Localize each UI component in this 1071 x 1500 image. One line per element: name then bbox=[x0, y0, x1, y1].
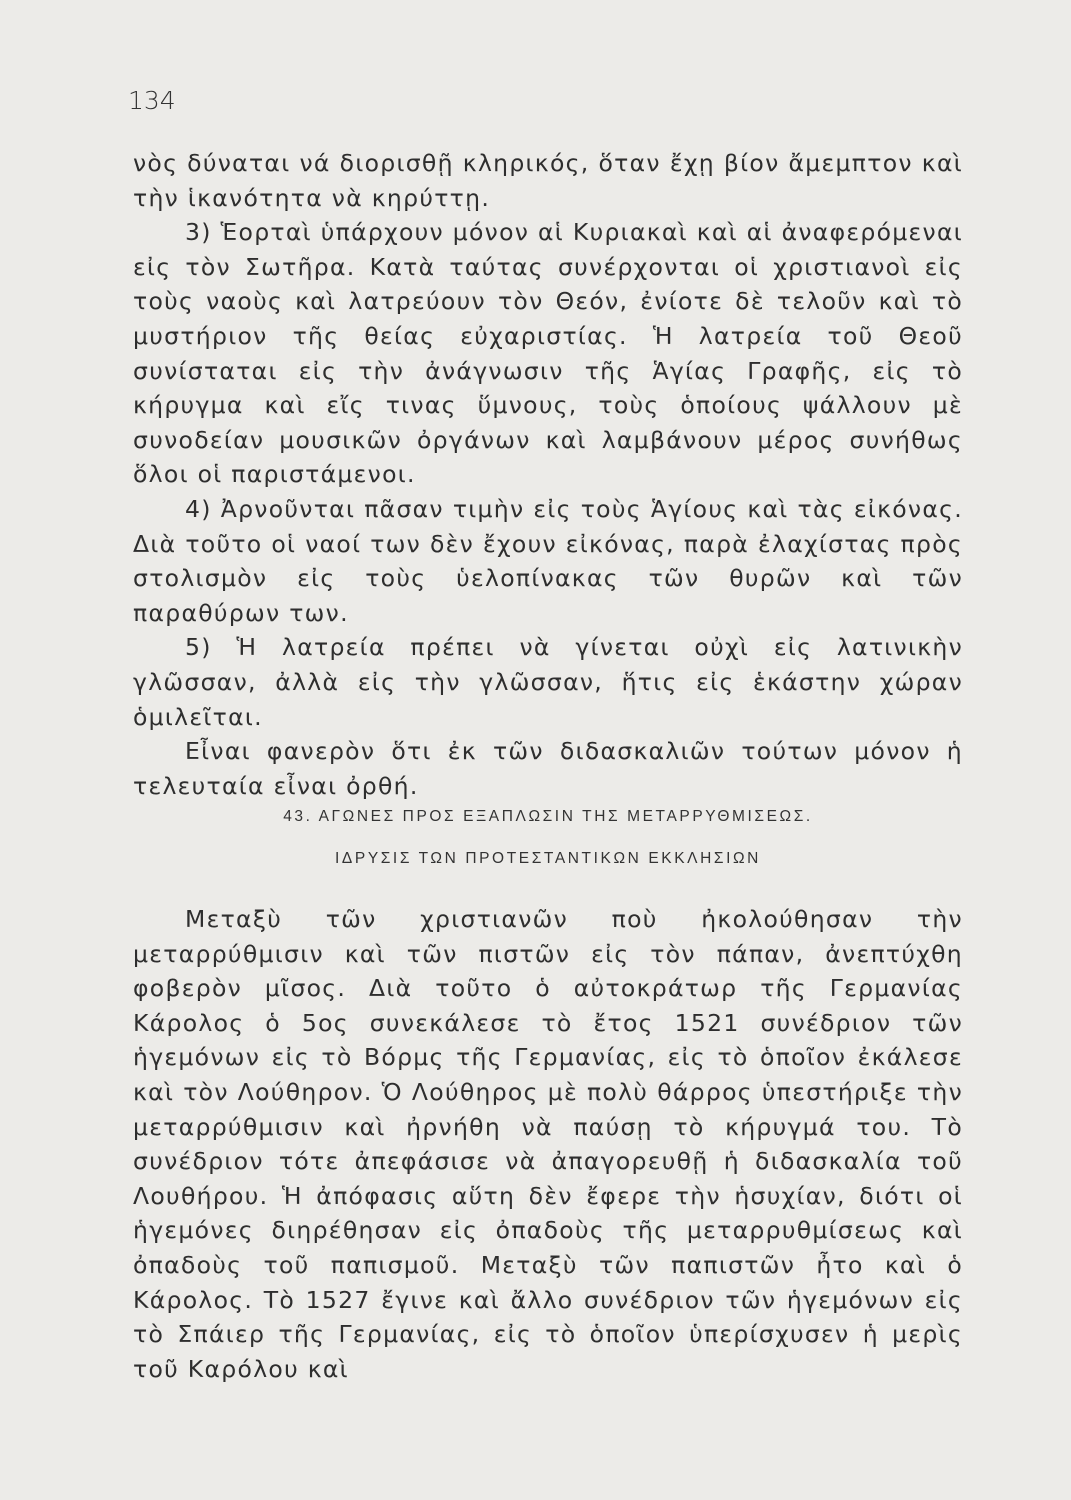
paragraph-item-5: 5) Ἡ λατρεία πρέπει νὰ γίνεται οὐχὶ εἰς λατινικὴν γλῶσσαν, ἀλλὰ εἰς τὴν γλῶσσαν, ἥτις εἰς ἑκάστην χώραν ὁμιλεῖται. bbox=[133, 633, 963, 731]
body-text-bottom bbox=[133, 902, 963, 1386]
paragraph-continuation: νὸς δύναται νά διορισθῇ κληρικός, ὅταν ἔχῃ βίον ἄμεμπτον καὶ τὴν ἱκανότητα νὰ κηρύττῃ. bbox=[133, 149, 963, 212]
paragraph-item-3: 3) Ἑορταὶ ὑπάρχουν μόνον αἱ Κυριακαὶ καὶ αἱ ἀναφερόμεναι εἰς τὸν Σωτῆρα. Κατὰ ταύτας συνέρχονται οἱ χριστιανοὶ εἰς τοὺς ναοὺς καὶ λατρεύουν τὸν Θεόν, ἐνίοτε δὲ τελοῦν καὶ τὸ μυστήριον τῆς θείας εὐχαριστίας. Ἡ λατρεία τοῦ Θεοῦ συνίσταται εἰς τὴν ἀνάγνωσιν τῆς Ἁγίας Γραφῆς, εἰς τὸ κήρυγμα καὶ εἴς τινας ὕμνους, τοὺς ὁποίους ψάλλουν μὲ συνοδείαν μουσικῶν ὀργάνων καὶ λαμβάνουν μέρος συνήθως ὅλοι οἱ παριστάμενοι. bbox=[133, 218, 963, 489]
body-text-top bbox=[133, 146, 963, 803]
paragraph-item-4: 4) Ἀρνοῦνται πᾶσαν τιμὴν εἰς τοὺς Ἁγίους καὶ τὰς εἰκόνας. Διὰ τοῦτο οἱ ναοί των δὲν ἔχουν εἰκόνας, παρὰ ἐλαχίστας πρὸς στολισμὸν εἰς τοὺς ὑελοπίνακας τῶν θυρῶν καὶ τῶν παραθύρων των. bbox=[133, 494, 963, 627]
paragraph-conclusion: Εἶναι φανερὸν ὅτι ἐκ τῶν διδασκαλιῶν τούτων μόνον ἡ τελευταία εἶναι ὀρθή. bbox=[133, 737, 963, 800]
section-subheading: ΙΔΡΥΣΙΣ ΤΩΝ ΠΡΟΤΕΣΤΑΝΤΙΚΩΝ ΕΚΚΛΗΣΙΩΝ bbox=[335, 850, 761, 867]
paragraph-section-43: Μεταξὺ τῶν χριστιανῶν ποὺ ἠκολούθησαν τὴν μεταρρύθμισιν καὶ τῶν πιστῶν εἰς τὸν πάπαν, ἀνεπτύχθη φοβερὸν μῖσος. Διὰ τοῦτο ὁ αὐτοκράτωρ τῆς Γερμανίας Κάρολος ὁ 5ος συνεκάλεσε τὸ ἔτος 1521 συνέδριον τῶν ἡγεμόνων εἰς τὸ Βόρμς τῆς Γερμανίας, εἰς τὸ ὁποῖον ἐκάλεσε καὶ τὸν Λούθηρον. Ὁ Λούθηρος μὲ πολὺ θάρρος ὑπεστήριξε τὴν μεταρρύθμισιν καὶ ἠρνήθη νὰ παύσῃ τὸ κήρυγμά του. Τὸ συνέδριον τότε ἀπεφάσισε νὰ ἀπαγορευθῇ ἡ διδασκαλία τοῦ Λουθήρου. Ἡ ἀπόφασις αὕτη δὲν ἔφερε τὴν ἡσυχίαν, διότι οἱ ἡγεμόνες διηρέθησαν εἰς ὀπαδοὺς τῆς μεταρρυθμίσεως καὶ ὀπαδοὺς τοῦ παπισμοῦ. Μεταξὺ τῶν παπιστῶν ἦτο καὶ ὁ Κάρολος. Τὸ 1527 ἔγινε καὶ ἄλλο συνέδριον τῶν ἡγεμόνων εἰς τὸ Σπάιερ τῆς Γερμανίας, εἰς τὸ ὁποῖον ὑπερίσχυσεν ἡ μερὶς τοῦ Καρόλου καὶ bbox=[133, 905, 963, 1383]
section-heading: 43. ΑΓΩΝΕΣ ΠΡΟΣ ΕΞΑΠΛΩΣΙΝ ΤΗΣ ΜΕΤΑΡΡΥΘΜΙΣΕΩΣ. bbox=[283, 808, 813, 825]
page-number: 134 bbox=[128, 86, 176, 115]
